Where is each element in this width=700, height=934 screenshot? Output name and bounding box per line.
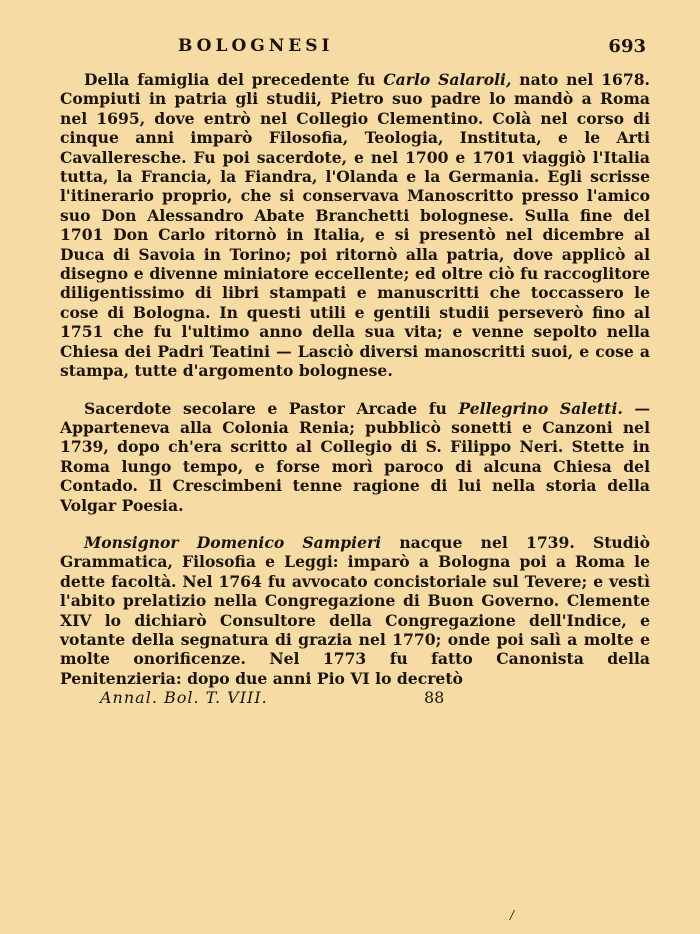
person-name: Carlo Salaroli, bbox=[383, 70, 512, 89]
running-title: BOLOGNESI bbox=[178, 36, 334, 56]
printer-signature: Annal. Bol. T. VIII. bbox=[100, 688, 268, 708]
book-page bbox=[60, 36, 650, 710]
paragraph-lead: Sacerdote secolare e Pastor Arcade fu bbox=[84, 398, 459, 418]
page-header bbox=[60, 36, 650, 60]
page-number: 693 bbox=[608, 36, 646, 57]
stray-mark: / bbox=[510, 908, 515, 922]
person-name: Monsignor Domenico Sampieri bbox=[84, 532, 382, 552]
paragraph-saletti bbox=[60, 399, 650, 515]
paragraph-text: nacque nel 1739. Studiò Grammatica, Filosofia e Leggi: imparò a Bologna poi a Roma le dette facoltà. Nel 1764 fu avvocato concistoriale sul Tevere; e vestì l'abito prelatizio nella Congregazione di Buon Governo. Clemente XIV lo dichiarò Consultore della Congregazione dell'Indice, e votante della segnatura di grazia nel 1770; onde poi salì a molte e molte onorificenze. Nel 1773 fu fatto Canonista della Penitenzieria: dopo due anni Pio VI lo decretò bbox=[60, 532, 650, 688]
signature-number: 88 bbox=[424, 688, 445, 708]
paragraph-sampieri bbox=[60, 533, 650, 688]
paragraph-salaroli bbox=[60, 70, 650, 381]
paragraph-text: — Apparteneva alla Colonia Renia; pubblicò sonetti e Canzoni nel 1739, dopo ch'era scritto al Collegio di S. Filippo Neri. Stette in Roma lungo tempo, e forse morì paroco di alcuna Chiesa del Contado. Il Crescimbeni tenne ragione di lui nella storia della Volgar Poesia. bbox=[60, 398, 650, 515]
paragraph-text: nato nel 1678. Compiuti in patria gli studii, Pietro suo padre lo mandò a Roma nel 1695, dove entrò nel Collegio Clementino. Colà nel corso di cinque anni imparò Filosofia, Teologia, Instituta, e le Arti Cavalleresche. Fu poi sacerdote, e nel 1700 e 1701 viaggiò l'Italia tutta, la Francia, la Fiandra, l'Olanda e la Germania. Egli scrisse l'itinerario proprio, che si conservava Manoscritto presso l'amico suo Don Alessandro Abate Branchetti bolognese. Sulla fine del 1701 Don Carlo ritornò in Italia, e si presentò nel dicembre al Duca di Savoia in Torino; poi ritornò alla patria, dove applicò al disegno e divenne miniatore eccellente; ed oltre ciò fu raccoglitore diligentissimo di libri stampati e manuscritti che toccassero le cose di Bologna. In questi utili e gentili studii perseverò fino al 1751 che fu l'ultimo anno della sua vita; e venne sepolto nella Chiesa dei Padri Teatini — Lasciò diversi manoscritti suoi, e cose a stampa, tutte d'argomento bolognese. bbox=[60, 70, 650, 381]
page-footer bbox=[60, 688, 650, 710]
paragraph-lead: Della famiglia del precedente fu bbox=[84, 70, 384, 89]
person-name: Pellegrino Saletti. bbox=[458, 398, 623, 418]
